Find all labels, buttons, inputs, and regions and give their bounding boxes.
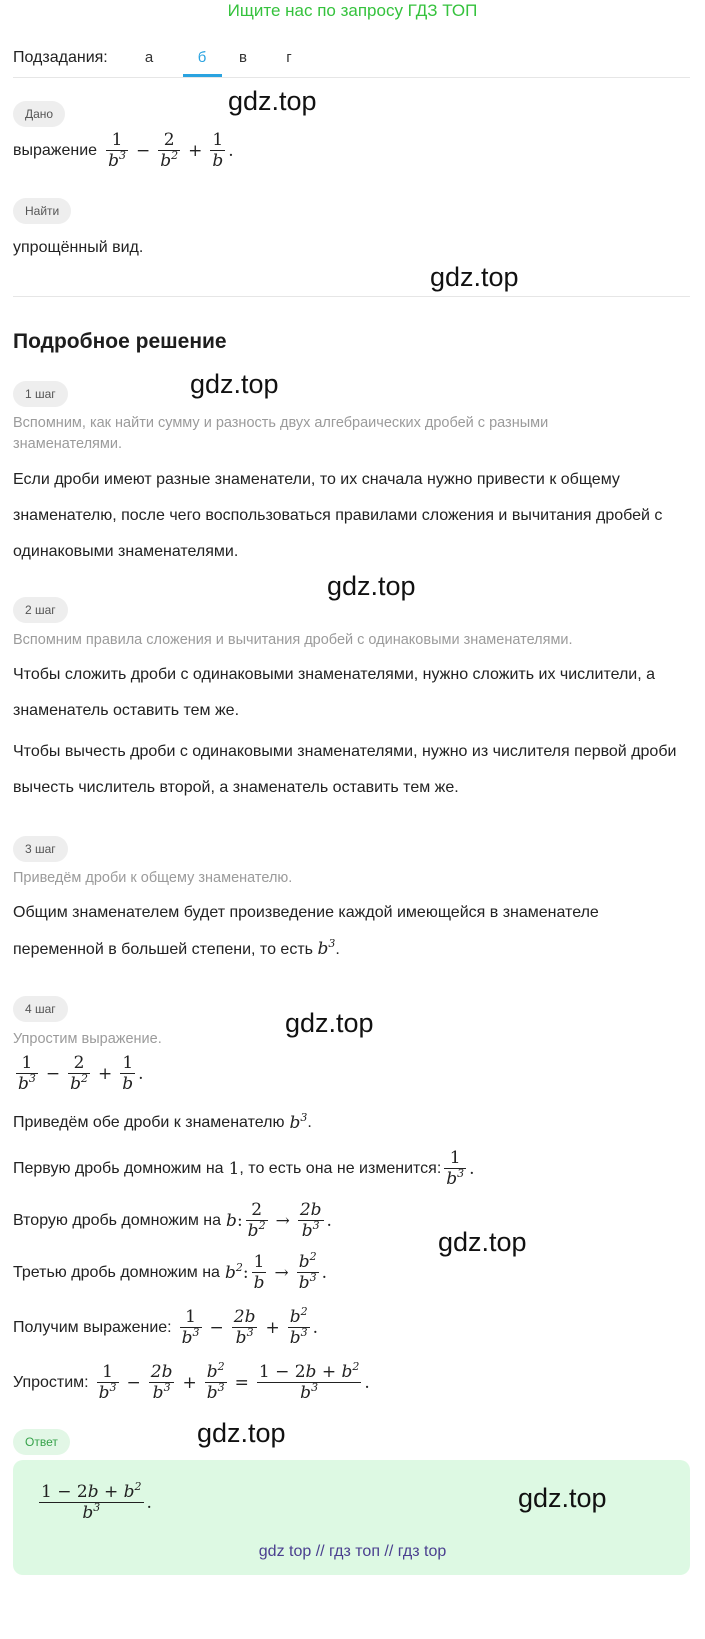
common-denominator: $b^3$ — [317, 937, 336, 959]
watermark: gdz.top — [190, 369, 279, 399]
step-3-badge: 3 шаг — [13, 836, 68, 862]
given-badge: Дано — [13, 101, 65, 127]
find-text: упрощённый вид. — [13, 239, 144, 256]
promo-banner[interactable]: Ищите нас по запросу ГДЗ ТОП — [227, 1, 478, 20]
watermark: gdz.top — [197, 1418, 286, 1448]
step-3-text-main: Общим знаменателем будет произведение каждой имеющейся в знаменателе переменной в большей степени, то есть — [13, 904, 599, 958]
solution-title: Подробное решение — [13, 330, 227, 353]
step-1-badge: 1 шаг — [13, 381, 68, 407]
answer-badge: Ответ — [13, 1429, 70, 1455]
step-2-hint: Вспомним правила сложения и вычитания дробей с одинаковыми знаменателями. — [13, 632, 573, 648]
step-4-line-3: Вторую дробь домножим на b : $\frac{2}{b^2}$ → $\frac{2b}{b^3}$ . — [13, 1200, 332, 1241]
step-2-badge: 2 шаг — [13, 597, 68, 623]
given-prefix: выражение — [13, 141, 98, 159]
tab-v[interactable]: в — [239, 49, 247, 66]
answer-formula: $\frac{1 - 2b + b^2}{b^3}$ . — [41, 1480, 152, 1523]
step-4-line-4: Третью дробь домножим на $b^2$ : $\frac{1}{b}$ → $\frac{b^2}{b^3}$ . — [13, 1250, 327, 1293]
step-3-text: Общим знаменателем будет произведение каждой имеющейся в знаменателе переменной в большей степени, то есть $b^3$. — [13, 904, 599, 959]
tab-g[interactable]: г — [286, 49, 292, 66]
step-4-badge: 4 шаг — [13, 996, 68, 1022]
tab-b[interactable]: б — [197, 49, 207, 66]
step-4-hint: Упростим выражение. — [13, 1031, 162, 1047]
step-1-hint: Вспомним, как найти сумму и разность двух алгебраических дробей с разными знаменателями. — [13, 415, 549, 452]
step-3-hint: Приведём дроби к общему знаменателю. — [13, 870, 293, 886]
step-4-line-6: Упростим: $\frac{1}{b^3}$ − $\frac{2b}{b^3}$ + $\frac{b^2}{b^3}$ = $\frac{1 - 2b + b^2}{b^3}$ . — [13, 1360, 370, 1403]
tab-a[interactable]: а — [144, 49, 154, 66]
watermark: gdz.top — [285, 1008, 374, 1038]
watermark: gdz.top — [228, 86, 317, 116]
watermark: gdz.top — [518, 1483, 607, 1513]
step-2-text-1: Чтобы сложить дроби с одинаковыми знаменателями, нужно сложить их числители, а знаменатель оставить тем же. — [13, 666, 656, 719]
given-formula: $\frac{1}{b^3}$ − $\frac{2}{b^2}$ + $\frac{1}{b}$ . — [108, 130, 234, 171]
tabs-divider — [13, 77, 690, 78]
find-badge: Найти — [13, 198, 71, 224]
step-4-expression: $\frac{1}{b^3}$ − $\frac{2}{b^2}$ + $\frac{1}{b}$ . — [18, 1053, 144, 1094]
section-divider — [13, 296, 690, 297]
watermark: gdz.top — [430, 262, 519, 292]
step-4-line-2: Первую дробь домножим на 1 , то есть она не изменится: $\frac{1}{b^3}$ . — [13, 1148, 475, 1189]
watermark: gdz.top — [327, 571, 416, 601]
footer-links[interactable]: gdz top // гдз топ // гдз top — [258, 1543, 447, 1560]
watermark: gdz.top — [438, 1227, 527, 1257]
given-expression — [13, 130, 234, 171]
subtasks-label: Подзадания: — [13, 49, 108, 66]
step-1-text: Если дроби имеют разные знаменатели, то их сначала нужно привести к общему знаменателю, после чего воспользоваться правилами сложения и вычитания дробей с одинаковыми знаменателями. — [13, 471, 663, 560]
step-4-line-1: Приведём обе дроби к знаменателю $b^3$ . — [13, 1111, 312, 1133]
step-4-line-5: Получим выражение: $\frac{1}{b^3}$ − $\frac{2b}{b^3}$ + $\frac{b^2}{b^3}$ . — [13, 1305, 319, 1348]
step-2-text-2: Чтобы вычесть дроби с одинаковыми знаменателями, нужно из числителя первой дроби вычесть числитель второй, а знаменатель оставить тем же. — [13, 743, 677, 796]
